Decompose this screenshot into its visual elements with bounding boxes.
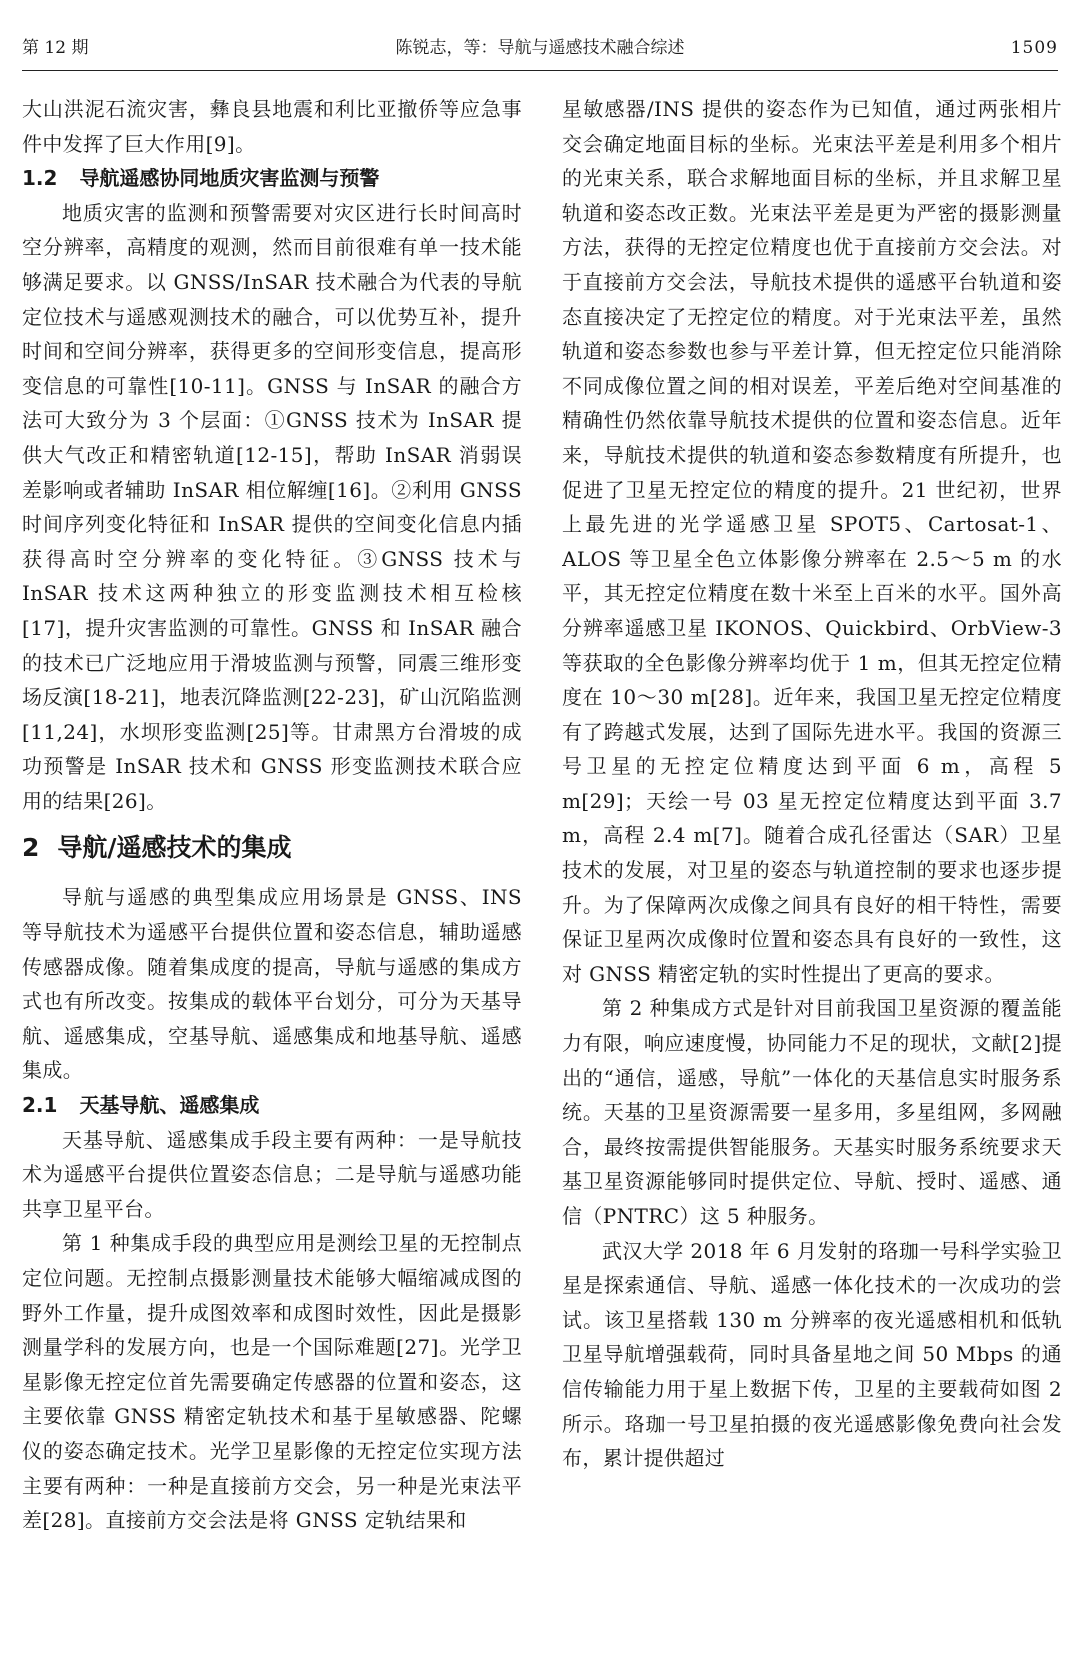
right-column <box>562 92 1062 1652</box>
running-title: 陈锐志，等：导航与遥感技术融合综述 <box>395 38 685 58</box>
left-column <box>22 92 522 1652</box>
running-header <box>22 32 1058 64</box>
section-heading-1-2 <box>22 161 522 196</box>
section-number: 2.1 <box>22 1093 58 1118</box>
paragraph: 大山洪泥石流灾害，彝良县地震和利比亚撤侨等应急事件中发挥了巨大作用[9]。 <box>22 97 522 156</box>
issue-label: 第 12 期 <box>22 38 89 58</box>
paragraph: 地质灾害的监测和预警需要对灾区进行长时间高时空分辨率，高精度的观测，然而目前很难有单一技术能够满足要求。以 GNSS/InSAR 技术融合为代表的导航定位技术与遥感观测技术的融合，可以优势互补，提升时间和空间分辨率，获得更多的空间形变信息，提高形变信息的可靠性[10-11]。GNSS 与 InSAR 的融合方法可大致分为 3 个层面：①GNSS 技术为 InSAR 提供大气改正和精密轨道[12-15]，帮助 InSAR 消弱误差影响或者辅助 InSAR 相位解缠[16]。②利用 GNSS 时间序列变化特征和 InSAR 提供的空间变化信息内插获得高时空分辨率的变化特征。③GNSS 技术与 InSAR 技术这两种独立的形变监测技术相互检核[17]，提升灾害监测的可靠性。GNSS 和 InSAR 融合的技术已广泛地应用于滑坡监测与预警，同震三维形变场反演[18-21]，地表沉降监测[22-23]，矿山沉陷监测[11,24]，水坝形变监测[25]等。甘肃黑方台滑坡的成功预警是 InSAR 技术和 GNSS 形变监测技术联合应用的结果[26]。 <box>22 200 522 813</box>
paragraph: 第 2 种集成方式是针对目前我国卫星资源的覆盖能力有限，响应速度慢，协同能力不足的现状，文献[2]提出的“通信，遥感，导航”一体化的天基信息实时服务系统。天基的卫星资源需要一星多用，多星组网，多网融合，最终按需提供智能服务。天基实时服务系统要求天基卫星资源能够同时提供定位、导航、授时、遥感、通信（PNTRC）这 5 种服务。 <box>562 996 1062 1228</box>
paragraph: 天基导航、遥感集成手段主要有两种：一是导航技术为遥感平台提供位置姿态信息；二是导航与遥感功能共享卫星平台。 <box>22 1127 522 1221</box>
paragraph: 星敏感器/INS 提供的姿态作为已知值，通过两张相片交会确定地面目标的坐标。光束法平差是利用多个相片的光束关系，联合求解地面目标的坐标，并且求解卫星轨道和姿态改正数。光束法平差是更为严密的摄影测量方法，获得的无控定位精度也优于直接前方交会法。对于直接前方交会法，导航技术提供的遥感平台轨道和姿态直接决定了无控定位的精度。对于光束法平差，虽然轨道和姿态参数也参与平差计算，但无控定位只能消除不同成像位置之间的相对误差，平差后绝对空间基准的精确性仍然依靠导航技术提供的位置和姿态信息。近年来，导航技术提供的轨道和姿态参数精度有所提升，也促进了卫星无控定位的精度的提升。21 世纪初，世界上最先进的光学遥感卫星 SPOT5、Cartosat-1、ALOS 等卫星全色立体影像分辨率在 2.5～5 m 的水平，其无控定位精度在数十米至上百米的水平。国外高分辨率遥感卫星 IKONOS、Quickbird、OrbView-3 等获取的全色影像分辨率均优于 1 m，但其无控定位精度在 10～30 m[28]。近年来，我国卫星无控定位精度有了跨越式发展，达到了国际先进水平。我国的资源三号卫星的无控定位精度达到平面 6 m，高程 5 m[29]；天绘一号 03 星无控定位精度达到平面 3.7 m，高程 2.4 m[7]。随着合成孔径雷达（SAR）卫星技术的发展，对卫星的姿态与轨道控制的要求也逐步提升。为了保障两次成像之间具有良好的相干特性，需要保证卫星两次成像时位置和姿态具有良好的一致性，这对 GNSS 精密定轨的实时性提出了更高的要求。 <box>562 97 1062 986</box>
header-rule <box>22 70 1058 71</box>
paragraph: 武汉大学 2018 年 6 月发射的珞珈一号科学实验卫星是探索通信、导航、遥感一体化技术的一次成功的尝试。该卫星搭载 130 m 分辨率的夜光遥感相机和低轨卫星导航增强载荷，同时具备星地之间 50 Mbps 的通信传输能力用于星上数据下传，卫星的主要载荷如图 2 所示。珞珈一号卫星拍摄的夜光遥感影像免费向社会发布，累计提供超过 <box>562 1238 1062 1471</box>
section-number: 2 <box>22 833 40 863</box>
section-heading-2 <box>22 828 522 868</box>
paragraph: 导航与遥感的典型集成应用场景是 GNSS、INS 等导航技术为遥感平台提供位置和姿态信息，辅助遥感传感器成像。随着集成度的提高，导航与遥感的集成方式也有所改变。按集成的载体平台划分，可分为天基导航、遥感集成，空基导航、遥感集成和地基导航、遥感集成。 <box>22 885 522 1083</box>
page-number: 1509 <box>1010 38 1058 58</box>
section-number: 1.2 <box>22 166 58 191</box>
paragraph: 第 1 种集成手段的典型应用是测绘卫星的无控制点定位问题。无控制点摄影测量技术能够大幅缩减成图的野外工作量，提升成图效率和成图时效性，因此是摄影测量学科的发展方向，也是一个国际难题[27]。光学卫星影像无控定位首先需要确定传感器的位置和姿态，这主要依靠 GNSS 精密定轨技术和基于星敏感器、陀螺仪的姿态确定技术。光学卫星影像的无控定位实现方法主要有两种：一种是直接前方交会，另一种是光束法平差[28]。直接前方交会法是将 GNSS 定轨结果和 <box>22 1231 522 1533</box>
section-title: 导航遥感协同地质灾害监测与预警 <box>79 166 380 191</box>
section-heading-2-1 <box>22 1088 522 1123</box>
section-title: 天基导航、遥感集成 <box>79 1093 260 1118</box>
section-title: 导航/遥感技术的集成 <box>57 833 292 863</box>
